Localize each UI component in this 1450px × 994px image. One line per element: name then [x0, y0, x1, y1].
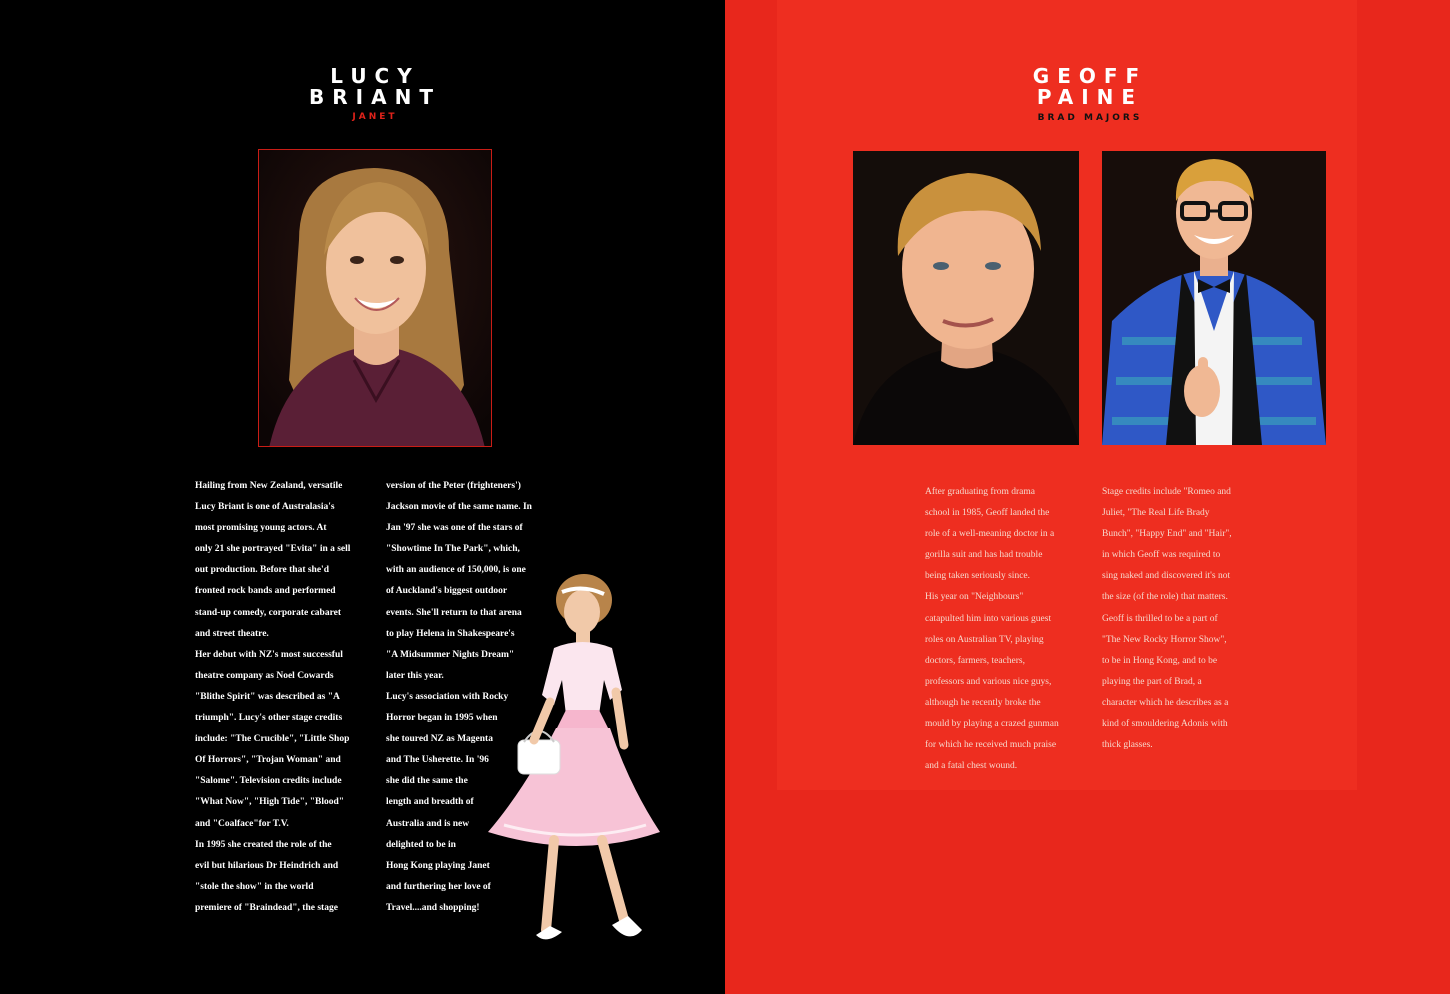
bio-line: roles on Australian TV, playing	[925, 634, 1044, 645]
bio-line: Juliet, "The Real Life Brady	[1102, 508, 1210, 519]
bio-line: being taken seriously since.	[925, 571, 1031, 582]
right-page	[725, 0, 1450, 994]
bio-line: role of a well-meaning doctor in a	[925, 529, 1055, 540]
bio-line: later this year.	[386, 670, 444, 681]
bio-line: and street theatre.	[195, 628, 269, 639]
lucy-headshot-photo	[258, 149, 492, 447]
geoff-bio-column-1	[925, 482, 1095, 777]
bio-line: catapulted him into various guest	[925, 613, 1052, 624]
bio-line: Horror began in 1995 when	[386, 713, 498, 724]
bio-line: include: "The Crucible", "Little Shop	[195, 734, 350, 745]
bio-line: thick glasses.	[1102, 740, 1153, 751]
bio-line: doctors, farmers, teachers,	[925, 655, 1025, 666]
janet-costume-figure	[484, 570, 664, 960]
geoff-bio-column-2	[1102, 482, 1272, 756]
bio-line: school in 1985, Geoff landed the	[925, 508, 1050, 519]
bio-line: gorilla suit and has had trouble	[925, 550, 1043, 561]
bio-line: and The Usherette. In '96	[386, 755, 489, 766]
bio-line: Travel....and shopping!	[386, 902, 480, 913]
bio-line: to be in Hong Kong, and to be	[1102, 655, 1218, 666]
bio-line: for which he received much praise	[925, 740, 1057, 751]
bio-line: she toured NZ as Magenta	[386, 734, 493, 745]
bio-line: triumph". Lucy's other stage credits	[195, 713, 343, 724]
bio-line: Jackson movie of the same name. In	[386, 502, 532, 513]
geoff-headshot-photo	[853, 151, 1079, 445]
bio-line: she did the same the	[386, 776, 468, 787]
bio-line: evil but hilarious Dr Heindrich and	[195, 860, 339, 871]
bio-line: Jan '97 she was one of the stars of	[386, 523, 523, 534]
role-label-janet: JANET	[352, 112, 398, 122]
bio-line: delighted to be in	[386, 839, 456, 850]
bio-line: After graduating from drama	[925, 487, 1035, 497]
brad-costume-photo	[1102, 151, 1326, 445]
bio-line: version of the Peter (frighteners')	[386, 481, 521, 491]
bio-line: His year on "Neighbours"	[925, 592, 1024, 603]
bio-line: most promising young actors. At	[195, 523, 327, 534]
bio-line: Lucy Briant is one of Australasia's	[195, 502, 335, 513]
bio-line: Stage credits include "Romeo and	[1102, 487, 1231, 497]
bio-line: Hong Kong playing Janet	[386, 860, 490, 871]
bio-line: in which Geoff was required to	[1102, 550, 1221, 561]
bio-line: "stole the show" in the world	[195, 881, 314, 892]
bio-line: kind of smouldering Adonis with	[1102, 719, 1228, 730]
bio-line: to play Helena in Shakespeare's	[386, 628, 515, 639]
bio-line: "Salome". Television credits include	[195, 776, 342, 787]
cast-name-lucy	[250, 66, 500, 108]
bio-line: "What Now", "High Tide", "Blood"	[195, 797, 345, 808]
bio-line: Geoff is thrilled to be a part of	[1102, 613, 1218, 624]
bio-line: Bunch", "Happy End" and "Hair",	[1102, 529, 1232, 540]
geoff-portrait-illustration	[853, 151, 1079, 445]
bio-line: the size (of the role) that matters.	[1102, 592, 1228, 603]
cast-name-geoff	[965, 66, 1215, 108]
bio-line: events. She'll return to that arena	[386, 607, 522, 618]
bio-line: "The New Rocky Horror Show",	[1102, 634, 1227, 645]
bio-line: sing naked and discovered it's not	[1102, 571, 1231, 582]
bio-line: stand-up comedy, corporate cabaret	[195, 607, 342, 618]
bio-line: although he recently broke the	[925, 697, 1041, 708]
bio-line: Of Horrors", "Trojan Woman" and	[195, 755, 341, 766]
role-label-brad: BRAD MAJORS	[1037, 113, 1143, 123]
bio-line: Australia and is new	[386, 818, 470, 829]
bio-line: premiere of "Braindead", the stage	[195, 902, 338, 913]
bio-line: mould by playing a crazed gunman	[925, 719, 1059, 730]
bio-line: and furthering her love of	[386, 881, 491, 892]
name-line-last: PAINE	[1036, 85, 1144, 109]
bio-line: "A Midsummer Nights Dream"	[386, 649, 515, 660]
bio-line: only 21 she portrayed "Evita" in a sell	[195, 544, 351, 555]
bio-line: fronted rock bands and performed	[195, 586, 336, 597]
bio-line: out production. Before that she'd	[195, 565, 329, 576]
brad-character-illustration	[1102, 151, 1326, 445]
lucy-portrait-illustration	[259, 150, 492, 447]
bio-line: Her debut with NZ's most successful	[195, 649, 343, 660]
bio-line: of Auckland's biggest outdoor	[386, 586, 508, 597]
bio-line: Lucy's association with Rocky	[386, 691, 509, 702]
lucy-bio-column-1	[195, 476, 375, 919]
bio-line: playing the part of Brad, a	[1102, 676, 1202, 687]
name-line-first: LUCY	[330, 64, 420, 88]
bio-line: and "Coalface"for T.V.	[195, 818, 289, 829]
bio-line: theatre company as Noel Cowards	[195, 670, 334, 681]
bio-line: character which he describes as a	[1102, 697, 1229, 708]
bio-line: and a fatal chest wound.	[925, 761, 1018, 772]
bio-line: In 1995 she created the role of the	[195, 839, 332, 850]
bio-line: length and breadth of	[386, 797, 474, 808]
bio-line: "Showtime In The Park", which,	[386, 544, 520, 555]
bio-line: professors and various nice guys,	[925, 676, 1052, 687]
name-line-last: BRIANT	[309, 85, 441, 109]
bio-line: with an audience of 150,000, is one	[386, 565, 526, 576]
bio-line: "Blithe Spirit" was described as "A	[195, 691, 340, 702]
name-line-first: GEOFF	[1032, 64, 1148, 88]
bio-line: Hailing from New Zealand, versatile	[195, 481, 343, 491]
